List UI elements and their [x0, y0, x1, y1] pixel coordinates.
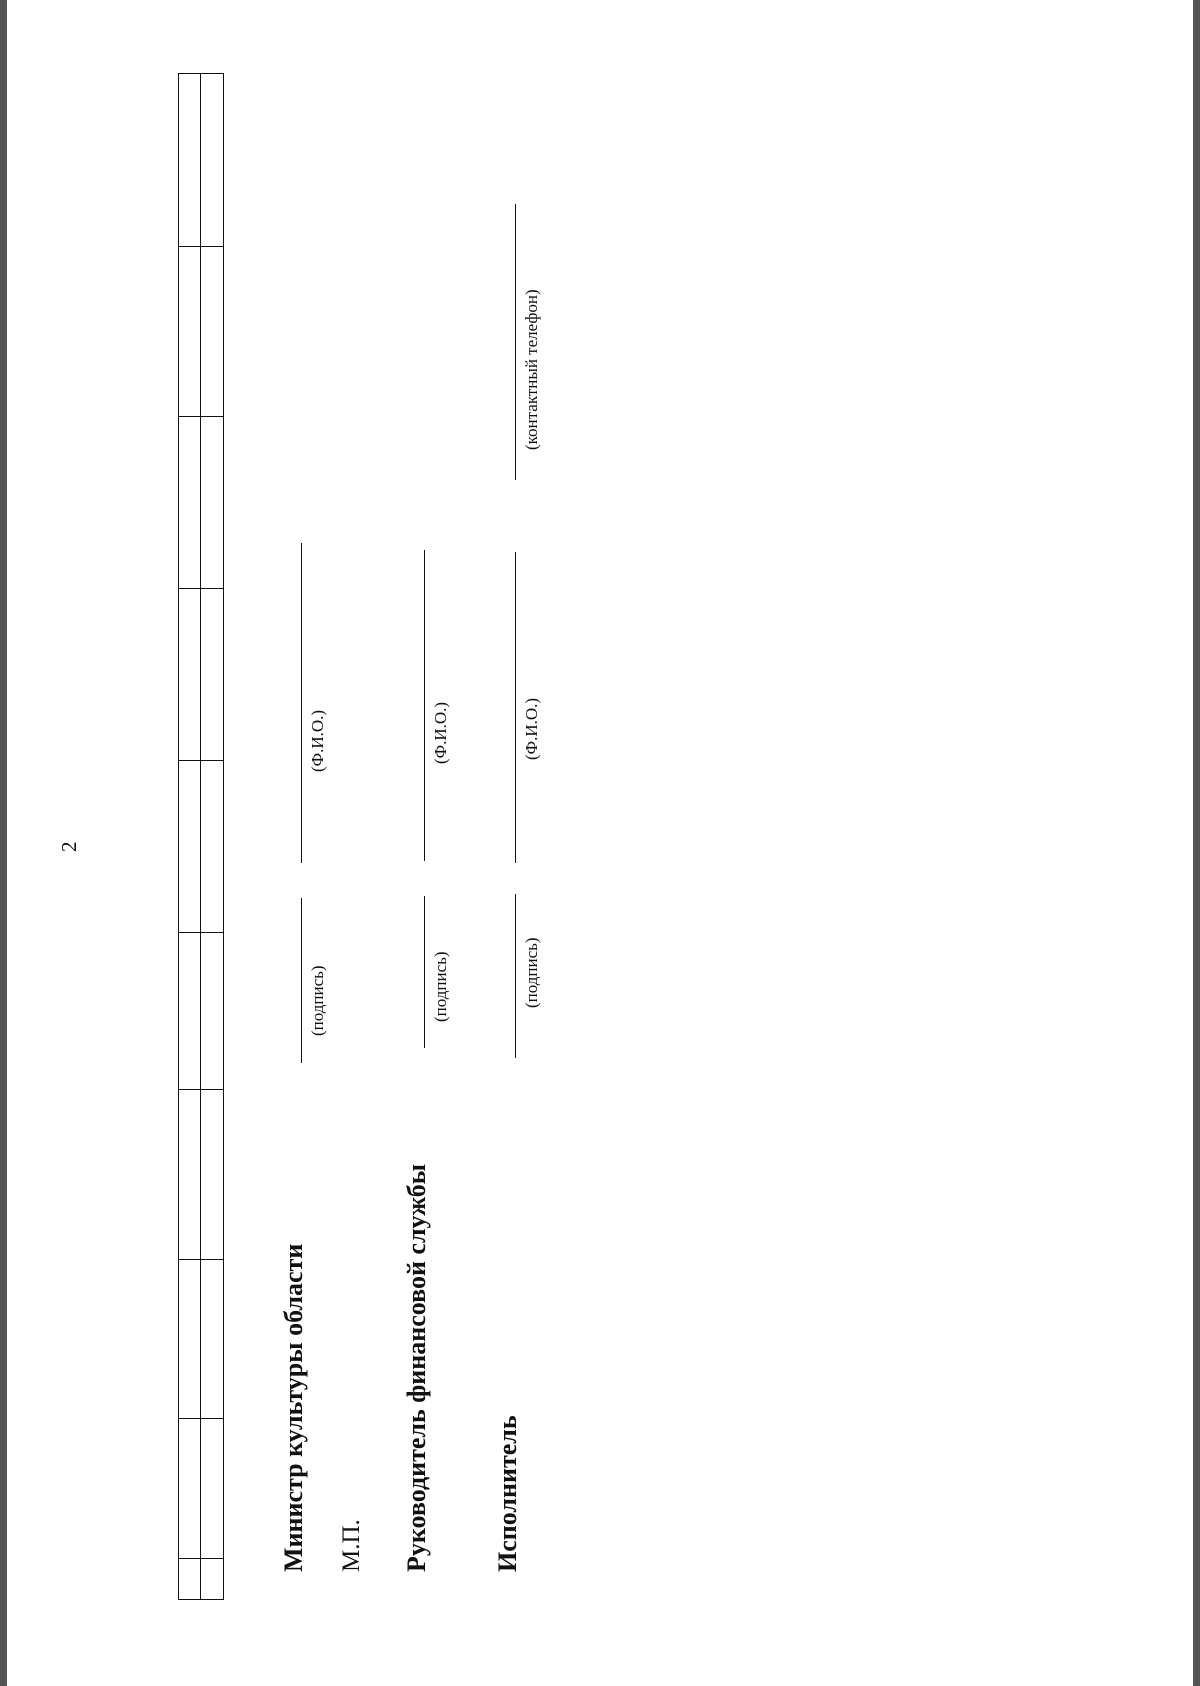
minister-signature-line	[301, 898, 302, 1063]
executor-name-caption: (Ф.И.О.)	[522, 697, 541, 760]
minister-name-line	[301, 543, 302, 863]
page-number: 2	[57, 841, 81, 852]
executor-signature-caption: (подпись)	[522, 937, 541, 1008]
minister-name-caption: (Ф.И.О.)	[308, 709, 327, 772]
minister-title: Министр культуры области	[279, 1243, 308, 1572]
seal-label: М.П.	[338, 1519, 365, 1572]
table-column-divider	[178, 246, 224, 247]
executor-phone-line	[515, 204, 516, 480]
table-column-divider	[178, 760, 224, 761]
table-row-divider	[200, 73, 201, 1600]
table-border	[178, 73, 224, 1600]
executor-title: Исполнитель	[493, 1415, 522, 1572]
executor-phone-caption: (контактный телефон)	[522, 289, 541, 450]
table-column-divider	[178, 1259, 224, 1260]
table-column-divider	[178, 588, 224, 589]
finance-head-name-caption: (Ф.И.О.)	[431, 701, 450, 764]
minister-signature-caption: (подпись)	[308, 965, 327, 1036]
table-column-divider	[178, 416, 224, 417]
finance-head-signature-caption: (подпись)	[431, 951, 450, 1022]
table-column-divider	[178, 1089, 224, 1090]
scan-edge-right	[1193, 0, 1200, 1686]
table-column-divider	[178, 1558, 224, 1559]
table-column-divider	[178, 1418, 224, 1419]
executor-signature-line	[515, 894, 516, 1058]
finance-head-title: Руководитель финансовой службы	[402, 1163, 431, 1572]
executor-name-line	[515, 552, 516, 863]
finance-head-signature-line	[424, 896, 425, 1048]
finance-head-name-line	[424, 550, 425, 861]
table-column-divider	[178, 932, 224, 933]
scan-edge-left	[0, 0, 7, 1686]
